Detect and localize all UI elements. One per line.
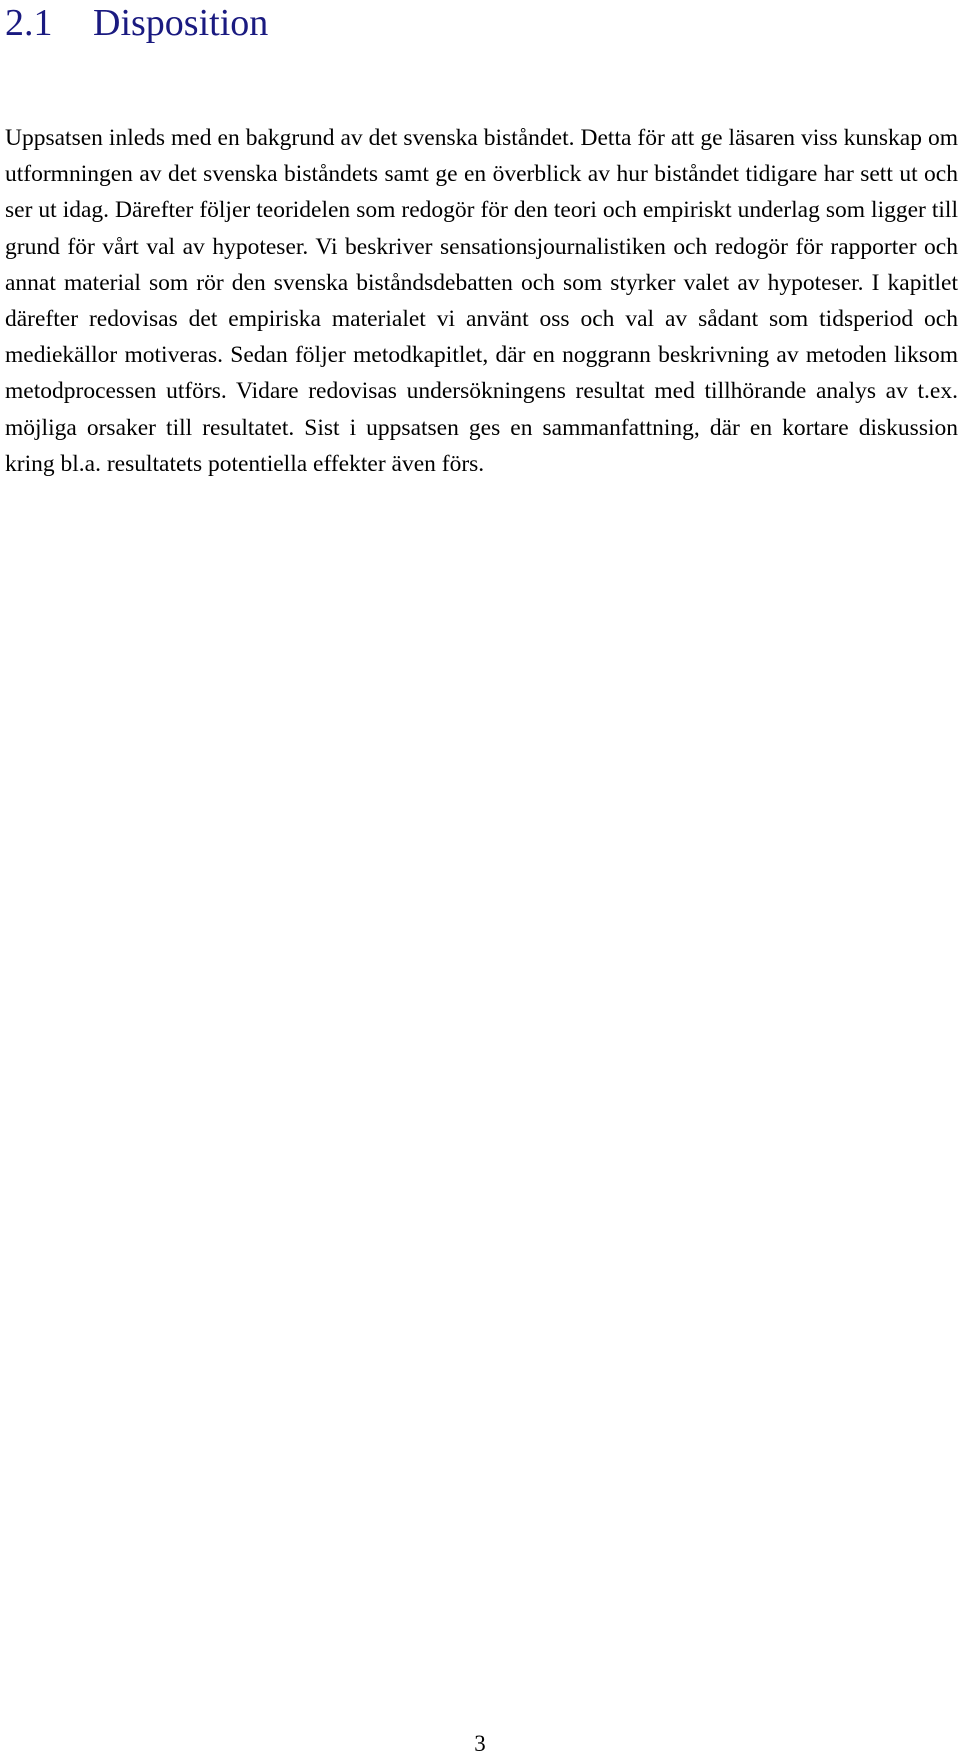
section-number: 2.1 xyxy=(5,2,53,44)
body-paragraph: Uppsatsen inleds med en bakgrund av det svenska biståndet. Detta för att ge läsaren viss kunskap om utformningen av det svenska biståndets samt ge en överblick av hur biståndet tidigare har sett ut och ser ut idag. Därefter följer teoridelen som redogör för den teori och empiriskt underlag som ligger till grund för vårt val av hypoteser. Vi beskriver sensationsjournalistiken och redogör för rapporter och annat material som rör den svenska biståndsdebatten och som styrker valet av hypoteser. I kapitlet därefter redovisas det empiriska materialet vi använt oss och val av sådant som tidsperiod och mediekällor motiveras. Sedan följer metodkapitlet, där en noggrann beskrivning av metoden liksom metodprocessen utförs. Vidare redovisas undersökningens resultat med tillhörande analys av t.ex. möjliga orsaker till resultatet. Sist i uppsatsen ges en sammanfattning, där en kortare diskussion kring bl.a. resultatets potentiella effekter även förs. xyxy=(5,125,958,477)
section-heading xyxy=(5,0,268,46)
page-number: 3 xyxy=(474,1731,486,1756)
section-title: Disposition xyxy=(93,2,269,44)
